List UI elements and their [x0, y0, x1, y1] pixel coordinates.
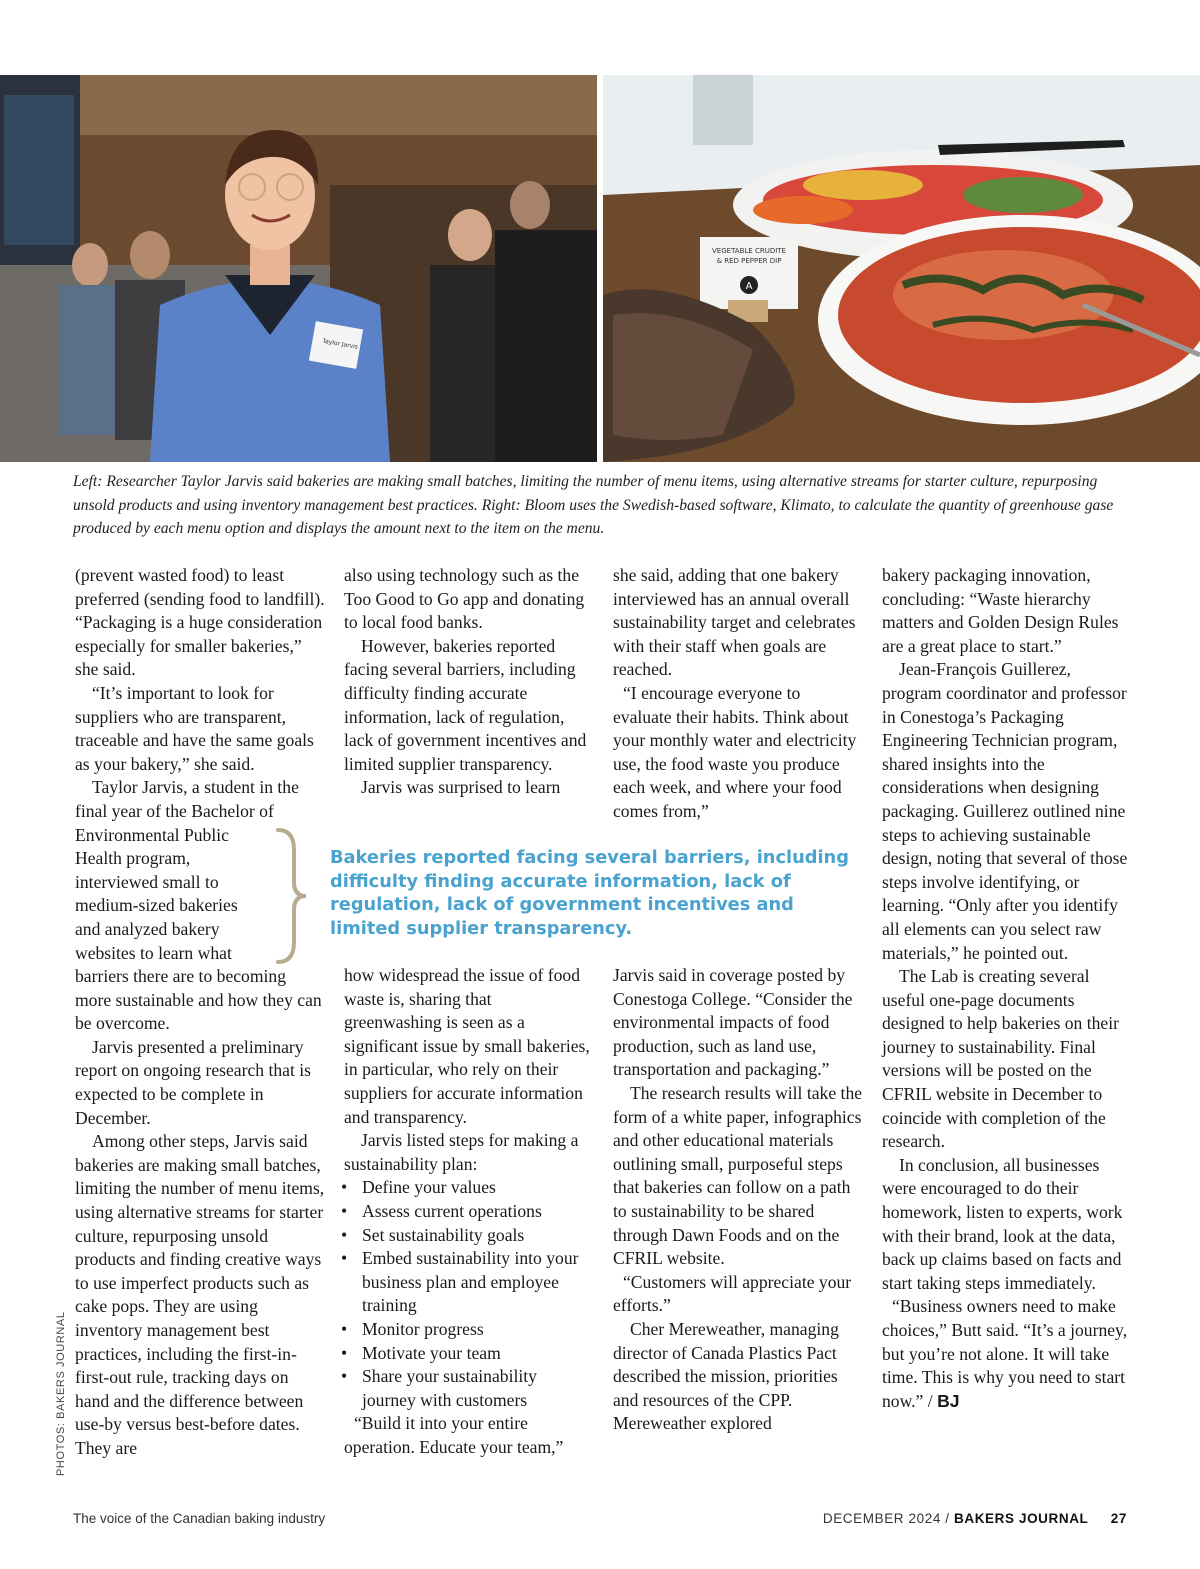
- footer-issue-date: DECEMBER 2024 /: [822, 1511, 950, 1526]
- col1-wrap-line: Environmental Public: [75, 824, 229, 845]
- photo-researcher: [0, 75, 597, 462]
- col2-paragraph-6: “Build it into your entire operation. Educate your team,”: [344, 1413, 564, 1457]
- col1-paragraph-2: “It’s important to look for suppliers who are transparent, traceable and have the same goals as your bakery,” she said.: [75, 682, 314, 774]
- list-item: • Set sustainability goals: [344, 1224, 590, 1248]
- col4-paragraph-5: [882, 1295, 1134, 1413]
- footer-issue: [823, 1511, 1127, 1526]
- column-3-top: [613, 564, 863, 824]
- svg-text:VEGETABLE CRUDITE: VEGETABLE CRUDITE: [712, 247, 786, 255]
- column-3-bottom: [613, 964, 863, 1436]
- column-1: [75, 564, 325, 1461]
- col1-wrap-line: medium-sized bakeries: [75, 895, 238, 916]
- col1-paragraph-3a: Taylor Jarvis, a student in the final year of the Bachelor of: [75, 777, 299, 821]
- sustainability-steps-list: [344, 1176, 590, 1412]
- list-item: • Assess current operations: [344, 1200, 590, 1224]
- end-mark: BJ: [937, 1390, 960, 1411]
- col2-paragraph-4: how widespread the issue of food waste is, sharing that greenwashing is seen as a significant issue by small bakeries, in particular, who rely on their suppliers for accurate information and transparency.: [344, 965, 590, 1127]
- pullquote-brace-icon: [270, 826, 310, 966]
- col2-paragraph-2: However, bakeries reported facing several barriers, including difficulty finding accurate information, lack of regulation, lack of government incentives and limited supplier transparency.: [344, 635, 587, 774]
- food-photo-illustration: [603, 75, 1200, 462]
- col4-paragraph-2: Jean-François Guillerez, program coordinator and professor in Conestoga’s Packaging Engineering Technician program, shared insights into the considerations when designing packaging. Guillerez outlined nine steps to achieving sustainable design, noting that several of those steps involve identifying, or learning. “Only after you identify all elements can you select raw materials,” he pointed out.: [882, 659, 1128, 963]
- col3-paragraph-3: Jarvis said in coverage posted by Conestoga College. “Consider the environmental impacts of food production, such as land use, transportation and packaging.”: [613, 965, 853, 1080]
- col1-paragraph-4: Jarvis presented a preliminary report on ongoing research that is expected to be complete in December.: [75, 1036, 311, 1128]
- col2-paragraph-3: Jarvis was surprised to learn: [361, 777, 561, 798]
- list-item: • Embed sustainability into your business plan and employee training: [344, 1247, 590, 1318]
- col1-paragraph-3b: barriers there are to becoming more sustainable and how they can be overcome.: [75, 966, 322, 1034]
- column-2-bottom: [344, 964, 590, 1459]
- photo-credit: PHOTOS: BAKERS JOURNAL: [55, 1311, 67, 1476]
- col3-paragraph-6: Cher Mereweather, managing director of Canada Plastics Pact described the mission, priorities and resources of the CPP. Mereweather explored: [613, 1318, 839, 1434]
- col1-paragraph-5: Among other steps, Jarvis said bakeries are making small batches, limiting the number of menu items, using alternative streams for starter culture, repurposing unsold products and finding creative ways to use imperfect products such as cake pops. They are using inventory management best practices, including the first-in-first-out rule, tracking days on hand and the difference between use-by versus best-before dates. They are: [75, 1131, 325, 1458]
- footer-magazine-name: BAKERS JOURNAL: [954, 1511, 1089, 1526]
- photo-caption: Left: Researcher Taylor Jarvis said bakeries are making small batches, limiting the number of menu items, using alternative streams for starter culture, repurposing unsold products and using inventory management best practices. Right: Bloom uses the Swedish-based software, Klimato, to calculate the quantity of greenhouse gase produced by each menu option and displays the amount next to the item on the menu.: [73, 473, 1114, 537]
- col4-paragraph-3: The Lab is creating several useful one-page documents designed to help bakeries on their journey to sustainability. Final versions will be posted on the CFRIL website in December to coincide with completion of the research.: [882, 966, 1119, 1152]
- col4-paragraph-1: bakery packaging innovation, concluding: “Waste hierarchy matters and Golden Design Rules are a great place to start.”: [882, 565, 1119, 656]
- svg-text:A: A: [745, 281, 753, 292]
- col3-paragraph-5: “Customers will appreciate your efforts.”: [613, 1271, 852, 1316]
- pull-quote: Bakeries reported facing several barriers, including difficulty finding accurate information, lack of regulation, lack of government incentives and limited supplier transparency.: [330, 847, 849, 939]
- col3-paragraph-1: she said, adding that one bakery interviewed has an annual overall sustainability target and celebrates with their staff when goals are reached.: [613, 565, 856, 680]
- svg-text:Taylor Jarvis: Taylor Jarvis: [321, 337, 359, 351]
- footer-tagline: The voice of the Canadian baking industry: [73, 1511, 326, 1526]
- page-number: 27: [1110, 1511, 1127, 1526]
- column-2-top: [344, 564, 590, 800]
- svg-text:& RED PEPPER DIP: & RED PEPPER DIP: [716, 257, 782, 265]
- col2-paragraph-5: Jarvis listed steps for making a sustainability plan:: [344, 1130, 579, 1174]
- list-item: • Share your sustainability journey with customers: [344, 1365, 590, 1412]
- list-item: • Monitor progress: [344, 1318, 590, 1342]
- col1-wrap-line: websites to learn what: [75, 942, 232, 963]
- col1-paragraph-1: (prevent wasted food) to least preferred (sending food to landfill). “Packaging is a huge consideration especially for smaller bakeries,” she said.: [75, 565, 325, 680]
- researcher-photo-illustration: [0, 75, 597, 462]
- col1-wrap-line: interviewed small to: [75, 871, 219, 892]
- col3-paragraph-4: The research results will take the form of a white paper, infographics and other educational materials outlining small, purposeful steps that bakeries can follow on a path to sustainability to be shared through Dawn Foods and on the CFRIL website.: [613, 1082, 863, 1269]
- col1-wrap-line: and analyzed bakery: [75, 918, 220, 939]
- column-4: [882, 564, 1134, 1413]
- col1-wrap-line: Health program,: [75, 848, 191, 869]
- photo-vegetable-dip: [603, 75, 1200, 462]
- list-item: • Motivate your team: [344, 1342, 590, 1366]
- col3-paragraph-2: “I encourage everyone to evaluate their habits. Think about your monthly water and electricity use, the food waste you produce each week, and where your food comes from,”: [613, 682, 857, 821]
- list-item: • Define your values: [344, 1176, 590, 1200]
- col2-paragraph-1: also using technology such as the Too Good to Go app and donating to local food banks.: [344, 565, 585, 633]
- col4-paragraph-5-text: “Business owners need to make choices,” Butt said. “It’s a journey, but you’re not alone. It will take time. This is why you need to start now.” /: [882, 1296, 1128, 1411]
- col4-paragraph-4: In conclusion, all businesses were encouraged to do their homework, listen to experts, work with their brand, look at the data, back up claims based on facts and start taking steps immediately.: [882, 1154, 1123, 1293]
